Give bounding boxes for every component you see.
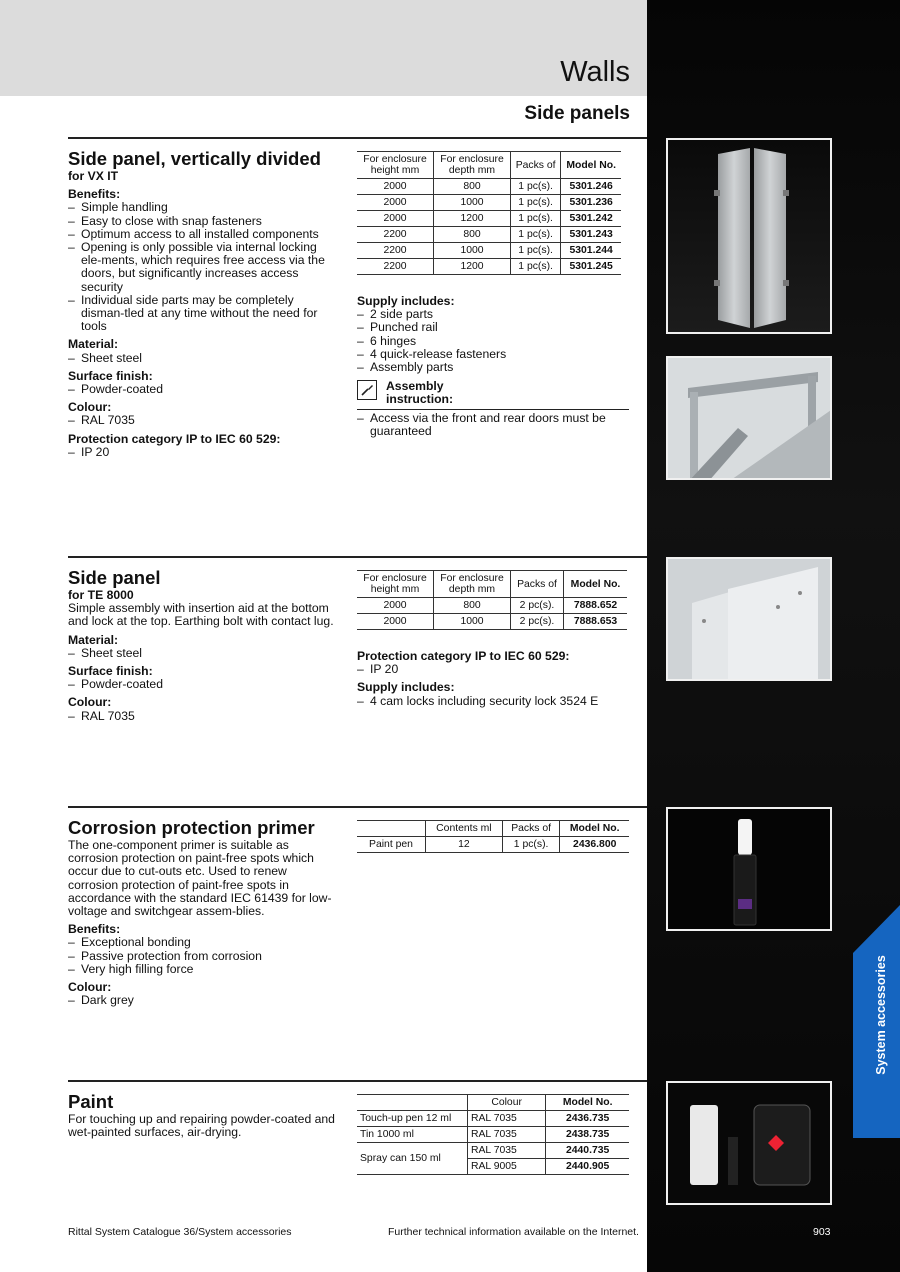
- table-cell: 1 pc(s).: [511, 211, 561, 227]
- table-header: Model No.: [561, 152, 621, 179]
- model-number: 5301.243: [561, 227, 621, 243]
- list-item: – 6 hinges: [357, 335, 629, 348]
- section-title: Corrosion protection primer: [68, 817, 315, 838]
- finish-value: – Powder-coated: [68, 383, 340, 396]
- supply-label: Supply includes:: [357, 294, 455, 308]
- table-header: Model No.: [546, 1095, 629, 1111]
- table-cell: RAL 7035: [468, 1111, 546, 1127]
- table-cell: 2 pc(s).: [511, 614, 564, 630]
- list-item: – Assembly parts: [357, 361, 629, 374]
- section-text: For touching up and repairing powder-coated and wet-painted surfaces, air-drying.: [68, 1112, 335, 1140]
- finish-label: Surface finish:: [68, 368, 153, 383]
- benefits-label: Benefits:: [68, 187, 121, 202]
- model-number: 5301.244: [561, 243, 621, 259]
- table-header-row: [357, 1095, 629, 1111]
- section-specs: [357, 570, 629, 708]
- model-number: 5301.236: [561, 195, 621, 211]
- table-cell: 800: [434, 227, 511, 243]
- material-value: – Sheet steel: [68, 647, 340, 660]
- section-title: Paint: [68, 1091, 114, 1112]
- section-text: The one-component primer is suitable as corrosion protection on paint-free spots which occur due to cut-outs etc. Used to renew corrosion protection of paint-free spots in accordance with the standard IEC 61439 for low-voltage and switchgear assem-blies.: [68, 838, 332, 919]
- benefits-list: [68, 201, 340, 333]
- list-item: – Opening is only possible via internal locking ele-ments, which requires free access via the doors, but significantly increases access security: [68, 241, 340, 294]
- colour-label: Colour:: [68, 400, 112, 415]
- material-label: Material:: [68, 337, 119, 352]
- model-number: 2436.800: [560, 837, 629, 853]
- product-photo-side-panel: [666, 557, 832, 681]
- material-value: – Sheet steel: [68, 352, 340, 365]
- model-number: 5301.246: [561, 179, 621, 195]
- table-cell: 800: [434, 179, 511, 195]
- list-item: – Simple handling: [68, 201, 340, 214]
- section-side-panel-divided: [68, 137, 647, 549]
- section-specs: [357, 151, 629, 438]
- table-header-row: [357, 152, 621, 179]
- spec-table: [357, 820, 629, 853]
- protection-value: – IP 20: [357, 663, 629, 676]
- table-cell: RAL 9005: [468, 1159, 546, 1175]
- table-cell: 2000: [357, 195, 434, 211]
- page-subtitle: Side panels: [524, 103, 630, 124]
- side-tab-label[interactable]: System accessories: [874, 955, 888, 1075]
- colour-label: Colour:: [68, 980, 112, 995]
- colour-value: – Dark grey: [68, 994, 340, 1007]
- protection-value: – IP 20: [68, 446, 340, 459]
- table-cell: 1200: [434, 259, 511, 275]
- table-cell: Touch-up pen 12 ml: [357, 1111, 468, 1127]
- table-cell: 1 pc(s).: [511, 195, 561, 211]
- section-description: [68, 139, 340, 459]
- table-cell: 2000: [357, 179, 434, 195]
- table-cell: 2200: [357, 259, 434, 275]
- spec-table: [357, 151, 621, 275]
- table-row: [357, 1111, 629, 1127]
- spec-table: [357, 570, 627, 630]
- model-number: 7888.652: [564, 598, 628, 614]
- table-cell: 12: [426, 837, 503, 853]
- table-header: For enclosure height mm: [357, 152, 434, 179]
- table-cell: 2000: [357, 211, 434, 227]
- model-number: 5301.245: [561, 259, 621, 275]
- table-header: Contents ml: [426, 821, 503, 837]
- table-cell: 2200: [357, 243, 434, 259]
- section-specs: [357, 1094, 629, 1175]
- section-title: Side panel: [68, 567, 161, 588]
- table-header: For enclosure depth mm: [434, 571, 511, 598]
- product-photo-divided-panel: [666, 138, 832, 334]
- product-photo-paint-pen: [666, 807, 832, 931]
- product-photo-paint-cans: [666, 1081, 832, 1205]
- protection-label: Protection category IP to IEC 60 529:: [68, 431, 281, 446]
- table-header: [357, 1095, 468, 1111]
- supply-label: Supply includes:: [357, 680, 455, 695]
- footer-catalogue: Rittal System Catalogue 36/System accessories: [68, 1226, 292, 1238]
- table-cell: 2000: [357, 614, 434, 630]
- section-description: [68, 1082, 340, 1139]
- table-header: Packs of: [511, 571, 564, 598]
- footer-note: Further technical information available on the Internet.: [388, 1226, 639, 1238]
- table-cell: RAL 7035: [468, 1127, 546, 1143]
- list-item: – Punched rail: [357, 321, 629, 334]
- table-header: For enclosure depth mm: [434, 152, 511, 179]
- table-header: Colour: [468, 1095, 546, 1111]
- section-side-panel: [68, 556, 647, 798]
- table-header-row: [357, 571, 627, 598]
- list-item: – Optimum access to all installed components: [68, 228, 340, 241]
- section-paint: [68, 1080, 647, 1202]
- list-item: – 4 cam locks including security lock 3524 E: [357, 695, 629, 708]
- table-row: [357, 195, 621, 211]
- table-cell: 1 pc(s).: [511, 227, 561, 243]
- section-title: Side panel, vertically divided: [68, 148, 321, 169]
- table-cell: Tin 1000 ml: [357, 1127, 468, 1143]
- page-title: Walls: [560, 56, 630, 88]
- list-item: – 4 quick-release fasteners: [357, 348, 629, 361]
- list-item: – Easy to close with snap fasteners: [68, 215, 340, 228]
- table-cell: 1000: [434, 243, 511, 259]
- page-number: 903: [813, 1226, 831, 1238]
- table-cell: 1 pc(s).: [511, 243, 561, 259]
- list-item: – Exceptional bonding: [68, 936, 340, 949]
- benefits-list: [68, 936, 340, 976]
- section-subtitle: for TE 8000: [68, 588, 134, 602]
- list-item: – Access via the front and rear doors must be guaranteed: [357, 412, 629, 438]
- table-cell: Paint pen: [357, 837, 426, 853]
- benefits-label: Benefits:: [68, 922, 121, 937]
- model-number: 5301.242: [561, 211, 621, 227]
- colour-value: – RAL 7035: [68, 414, 340, 427]
- table-row: [357, 227, 621, 243]
- section-text: Simple assembly with insertion aid at the bottom and lock at the top. Earthing bolt with contact lug.: [68, 601, 334, 629]
- assembly-list: [357, 412, 629, 438]
- table-row: [357, 179, 621, 195]
- table-cell: RAL 7035: [468, 1143, 546, 1159]
- table-row: [357, 1143, 629, 1159]
- table-header: Model No.: [564, 571, 628, 598]
- colour-value: – RAL 7035: [68, 710, 340, 723]
- table-row: [357, 598, 627, 614]
- table-header: Packs of: [502, 821, 560, 837]
- table-header-row: [357, 821, 629, 837]
- model-number: 2438.735: [546, 1127, 629, 1143]
- table-row: [357, 837, 629, 853]
- table-cell: 1000: [434, 614, 511, 630]
- section-description: [68, 558, 340, 723]
- section-corrosion-primer: [68, 806, 647, 1078]
- table-cell: 1200: [434, 211, 511, 227]
- product-photo-enclosure-frame: [666, 356, 832, 480]
- table-cell: 2200: [357, 227, 434, 243]
- table-cell: Spray can 150 ml: [357, 1143, 468, 1175]
- list-item: – 2 side parts: [357, 308, 629, 321]
- section-specs: [357, 820, 629, 853]
- list-item: – Passive protection from corrosion: [68, 950, 340, 963]
- table-cell: 1 pc(s).: [502, 837, 560, 853]
- supply-list: [357, 308, 629, 374]
- table-row: [357, 211, 621, 227]
- finish-label: Surface finish:: [68, 664, 153, 679]
- spec-table: [357, 1094, 629, 1175]
- table-row: [357, 243, 621, 259]
- model-number: 7888.653: [564, 614, 628, 630]
- table-row: [357, 614, 627, 630]
- screwdriver-icon: [357, 380, 377, 400]
- table-cell: 1 pc(s).: [511, 179, 561, 195]
- assembly-label: Assembly instruction:: [386, 379, 454, 407]
- table-cell: 2 pc(s).: [511, 598, 564, 614]
- table-header: For enclosure height mm: [357, 571, 434, 598]
- table-cell: 1000: [434, 195, 511, 211]
- table-row: [357, 259, 621, 275]
- model-number: 2440.735: [546, 1143, 629, 1159]
- model-number: 2440.905: [546, 1159, 629, 1175]
- table-header: [357, 821, 426, 837]
- finish-value: – Powder-coated: [68, 678, 340, 691]
- section-subtitle: for VX IT: [68, 169, 119, 183]
- table-row: [357, 1127, 629, 1143]
- assembly-instruction-header: [357, 380, 629, 409]
- list-item: – Very high filling force: [68, 963, 340, 976]
- section-description: [68, 808, 340, 1007]
- table-cell: 1 pc(s).: [511, 259, 561, 275]
- table-header: Model No.: [560, 821, 629, 837]
- table-header: Packs of: [511, 152, 561, 179]
- table-cell: 2000: [357, 598, 434, 614]
- protection-label: Protection category IP to IEC 60 529:: [357, 649, 570, 663]
- model-number: 2436.735: [546, 1111, 629, 1127]
- material-label: Material:: [68, 632, 119, 647]
- colour-label: Colour:: [68, 695, 112, 710]
- header-band: [0, 0, 647, 96]
- list-item: – Individual side parts may be completely disman-tled at any time without the need for tools: [68, 294, 340, 334]
- table-cell: 800: [434, 598, 511, 614]
